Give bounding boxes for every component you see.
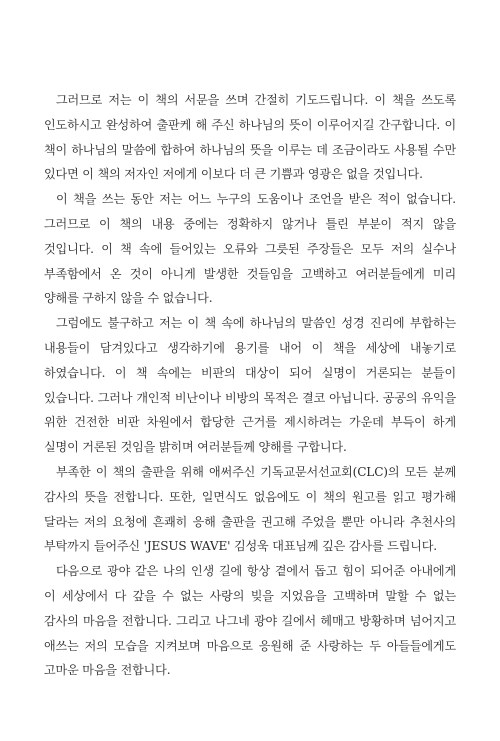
paragraph-4: 부족한 이 책의 출판을 위해 애써주신 기독교문서선교회(CLC)의 모든 분께 감사의 뜻을 전합니다. 또한, 일면식도 없음에도 이 책의 원고를 읽고 평가해 달라는 저의 요청에 흔쾌히 응해 출판을 권고해 주었을 뿐만 아니라 추천사의 부탁까지 들어주신 'JESUS WAVE' 김성욱 대표님께 깊은 감사를 드립니다. <box>44 464 456 554</box>
paragraph-2: 이 책을 쓰는 동안 저는 어느 누구의 도움이나 조언을 받은 적이 없습니다. 그러므로 이 책의 내용 중에는 정확하지 않거나 틀린 부분이 적지 않을 것입니다. 이 책 속에 들어있는 오류와 그릇된 주장들은 모두 저의 실수나 부족함에서 온 것이 아니게 발생한 것들임을 고백하고 여러분들에게 미리 양해를 구하지 않을 수 없습니다. <box>44 192 456 306</box>
paragraph-3: 그럼에도 불구하고 저는 이 책 속에 하나님의 말씀인 성경 진리에 부합하는 내용들이 담겨있다고 생각하기에 용기를 내어 이 책을 세상에 내놓기로 하였습니다. 이 책 속에는 비판의 대상이 되어 실명이 거론되는 분들이 있습니다. 그러나 개인적 비난이나 비방의 목적은 결코 아닙니다. 공공의 유익을 위한 건전한 비판 차원에서 합당한 근거를 제시하려는 가운데 부득이 하게 실명이 거론된 것임을 밝히며 여러분들께 양해를 구합니다. <box>44 316 456 455</box>
paragraph-1: 그러므로 저는 이 책의 서문을 쓰며 간절히 기도드립니다. 이 책을 쓰도록 인도하시고 완성하여 출판케 해 주신 하나님의 뜻이 이루어지길 간구합니다. 이 책이 하나님의 말씀에 합하여 하나님의 뜻을 이루는 데 조금이라도 사용될 수만 있다면 이 책의 저자인 저에게 이보다 더 큰 기쁨과 영광은 없을 것입니다. <box>44 93 456 182</box>
paragraph-5: 다음으로 광야 같은 나의 인생 길에 항상 곁에서 돕고 힘이 되어준 아내에게 이 세상에서 다 갚을 수 없는 사랑의 빚을 지었음을 고백하며 말할 수 없는 감사의 마음을 전합니다. 그리고 나그네 광야 길에서 헤매고 방황하며 넘어지고 애쓰는 저의 모습을 지켜보며 마음으로 응원해 준 사랑하는 두 아들들에게도 고마운 마음을 전합니다. <box>44 564 456 678</box>
